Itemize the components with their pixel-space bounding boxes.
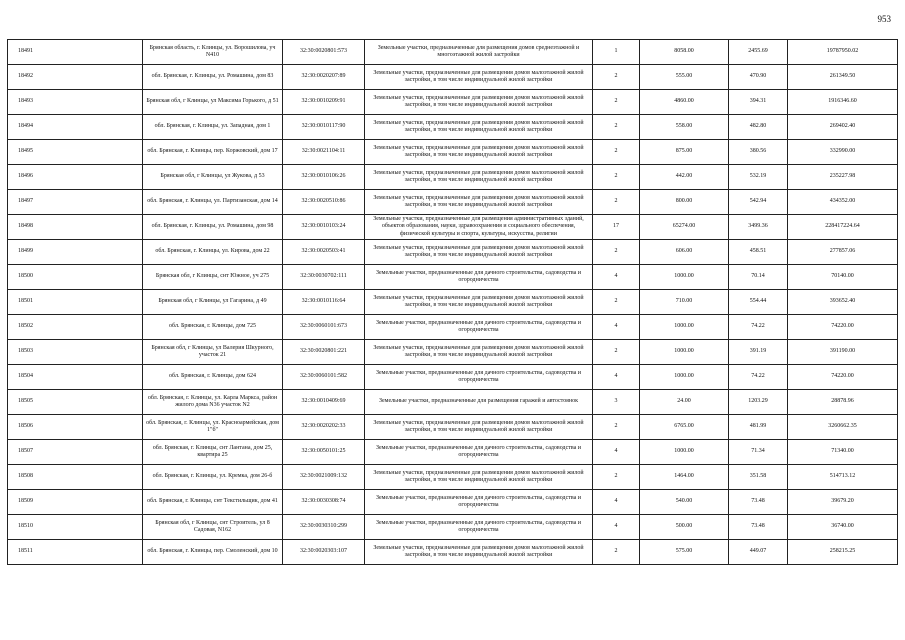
cadastral-number-cell: 32:30:0021104:11 xyxy=(283,140,365,165)
row-number: 18504 xyxy=(8,365,143,390)
specific-value-cell: 71.34 xyxy=(729,440,788,465)
land-use-cell: Земельные участки, предназначенные для размещения домов малоэтажной жилой застройки, в том числе индивидуальной жилой застройки xyxy=(365,290,593,315)
row-number: 18499 xyxy=(8,240,143,265)
cadastral-number-cell: 32:30:0010209:91 xyxy=(283,90,365,115)
address-cell: Брянская обл, г Клинцы, снт Южное, уч 275 xyxy=(143,265,283,290)
area-cell: 875.00 xyxy=(640,140,729,165)
cadastral-value-cell: 514713.12 xyxy=(788,465,898,490)
area-cell: 800.00 xyxy=(640,190,729,215)
address-cell: Брянская обл, г Клинцы, ул Жукова, д 53 xyxy=(143,165,283,190)
group-number-cell: 2 xyxy=(593,140,640,165)
row-number: 18500 xyxy=(8,265,143,290)
specific-value-cell: 2455.69 xyxy=(729,40,788,65)
table-row xyxy=(8,115,898,140)
specific-value-cell: 3499.36 xyxy=(729,215,788,240)
cadastral-value-cell: 70140.00 xyxy=(788,265,898,290)
cadastral-number-cell: 32:30:0020207:89 xyxy=(283,65,365,90)
specific-value-cell: 351.58 xyxy=(729,465,788,490)
cadastral-value-cell: 71340.00 xyxy=(788,440,898,465)
group-number-cell: 2 xyxy=(593,190,640,215)
cadastral-value-cell: 228417224.64 xyxy=(788,215,898,240)
land-use-cell: Земельные участки, предназначенные для размещения гаражей и автостоянок xyxy=(365,390,593,415)
land-use-cell: Земельные участки, предназначенные для дачного строительства, садоводства и огородничества xyxy=(365,265,593,290)
table-row xyxy=(8,365,898,390)
area-cell: 1000.00 xyxy=(640,265,729,290)
table-row xyxy=(8,340,898,365)
table-row xyxy=(8,190,898,215)
area-cell: 606.00 xyxy=(640,240,729,265)
cadastral-number-cell: 32:30:0010106:26 xyxy=(283,165,365,190)
table-row xyxy=(8,540,898,565)
cadastral-value-cell: 393652.40 xyxy=(788,290,898,315)
cadastral-value-cell: 74220.00 xyxy=(788,365,898,390)
address-cell: обл. Брянская, г. Клинцы, снт Лантана, дом 25, квартира 25 xyxy=(143,440,283,465)
table-row xyxy=(8,40,898,65)
cadastral-number-cell: 32:30:0060101:673 xyxy=(283,315,365,340)
land-use-cell: Земельные участки, предназначенные для размещения домов малоэтажной жилой застройки, в том числе индивидуальной жилой застройки xyxy=(365,90,593,115)
specific-value-cell: 481.99 xyxy=(729,415,788,440)
cadastral-value-cell: 74220.00 xyxy=(788,315,898,340)
cadastral-number-cell: 32:30:0020202:33 xyxy=(283,415,365,440)
table-row xyxy=(8,240,898,265)
table-row xyxy=(8,90,898,115)
cadastral-number-cell: 32:30:0030310:299 xyxy=(283,515,365,540)
address-cell: Брянская обл, г Клинцы, ул Валерия Шкурного, участок 21 xyxy=(143,340,283,365)
address-cell: обл. Брянская, г. Клинцы, ул. Ромашина, дом 98 xyxy=(143,215,283,240)
cadastral-value-cell: 39679.20 xyxy=(788,490,898,515)
group-number-cell: 1 xyxy=(593,40,640,65)
cadastral-number-cell: 32:30:0020510:86 xyxy=(283,190,365,215)
land-use-cell: Земельные участки, предназначенные для дачного строительства, садоводства и огородничества xyxy=(365,490,593,515)
row-number: 18511 xyxy=(8,540,143,565)
row-number: 18502 xyxy=(8,315,143,340)
cadastral-number-cell: 32:30:0050101:25 xyxy=(283,440,365,465)
specific-value-cell: 380.56 xyxy=(729,140,788,165)
land-use-cell: Земельные участки, предназначенные для размещения домов малоэтажной жилой застройки, в том числе индивидуальной жилой застройки xyxy=(365,540,593,565)
specific-value-cell: 458.51 xyxy=(729,240,788,265)
table-row xyxy=(8,65,898,90)
table-row xyxy=(8,465,898,490)
area-cell: 575.00 xyxy=(640,540,729,565)
land-use-cell: Земельные участки, предназначенные для дачного строительства, садоводства и огородничества xyxy=(365,315,593,340)
land-use-cell: Земельные участки, предназначенные для размещения домов малоэтажной жилой застройки, в том числе индивидуальной жилой застройки xyxy=(365,165,593,190)
cadastral-number-cell: 32:30:0010117:90 xyxy=(283,115,365,140)
address-cell: обл. Брянская, г. Клинцы, ул. Партизанская, дом 14 xyxy=(143,190,283,215)
cadastral-number-cell: 32:30:0020503:41 xyxy=(283,240,365,265)
address-cell: обл. Брянская, г. Клинцы, пер. Коржовский, дом 17 xyxy=(143,140,283,165)
land-use-cell: Земельные участки, предназначенные для размещения административных зданий, объектов образования, науки, здравоохранения и социального обеспечения, физической культуры и спорта, культуры, искусства, религии xyxy=(365,215,593,240)
address-cell: обл. Брянская, г. Клинцы, ул. Кирова, дом 22 xyxy=(143,240,283,265)
row-number: 18508 xyxy=(8,465,143,490)
cadastral-value-cell: 3260662.35 xyxy=(788,415,898,440)
table-row xyxy=(8,290,898,315)
row-number: 18510 xyxy=(8,515,143,540)
address-cell: обл. Брянская, г. Клинцы, снт Текстильщик, дом 41 xyxy=(143,490,283,515)
table-body xyxy=(8,40,898,565)
row-number: 18497 xyxy=(8,190,143,215)
address-cell: обл. Брянская, г. Клинцы, ул. Карла Маркса, район жилого дома N36 участок N2 xyxy=(143,390,283,415)
land-use-cell: Земельные участки, предназначенные для дачного строительства, садоводства и огородничества xyxy=(365,365,593,390)
row-number: 18507 xyxy=(8,440,143,465)
cadastral-value-cell: 261349.50 xyxy=(788,65,898,90)
address-cell: Брянская область, г. Клинцы, ул. Ворошилова, уч N410 xyxy=(143,40,283,65)
address-cell: обл. Брянская, г. Клинцы, пер. Смоленский, дом 10 xyxy=(143,540,283,565)
table-row xyxy=(8,315,898,340)
cadastral-value-cell: 36740.00 xyxy=(788,515,898,540)
cadastral-number-cell: 32:30:0030308:74 xyxy=(283,490,365,515)
area-cell: 710.00 xyxy=(640,290,729,315)
address-cell: Брянская обл, г Клинцы, снт Строитель, ул 8 Садовая, N162 xyxy=(143,515,283,540)
row-number: 18503 xyxy=(8,340,143,365)
group-number-cell: 3 xyxy=(593,390,640,415)
area-cell: 555.00 xyxy=(640,65,729,90)
cadastral-value-cell: 434352.00 xyxy=(788,190,898,215)
row-number: 18493 xyxy=(8,90,143,115)
group-number-cell: 2 xyxy=(593,65,640,90)
land-use-cell: Земельные участки, предназначенные для дачного строительства, садоводства и огородничества xyxy=(365,440,593,465)
cadastral-value-cell: 19787950.02 xyxy=(788,40,898,65)
group-number-cell: 2 xyxy=(593,415,640,440)
group-number-cell: 2 xyxy=(593,290,640,315)
land-use-cell: Земельные участки, предназначенные для размещения домов малоэтажной жилой застройки, в том числе индивидуальной жилой застройки xyxy=(365,415,593,440)
cadastral-value-cell: 277857.06 xyxy=(788,240,898,265)
area-cell: 1000.00 xyxy=(640,365,729,390)
group-number-cell: 2 xyxy=(593,240,640,265)
specific-value-cell: 74.22 xyxy=(729,365,788,390)
specific-value-cell: 73.48 xyxy=(729,515,788,540)
address-cell: обл. Брянская, г. Клинцы, ул. Кремка, дом 26-б xyxy=(143,465,283,490)
cadastral-number-cell: 32:30:0010103:24 xyxy=(283,215,365,240)
page-number: 953 xyxy=(877,14,891,24)
cadastral-number-cell: 32:30:0060101:582 xyxy=(283,365,365,390)
row-number: 18501 xyxy=(8,290,143,315)
cadastral-number-cell: 32:30:0010116:64 xyxy=(283,290,365,315)
row-number: 18491 xyxy=(8,40,143,65)
cadastral-value-cell: 258215.25 xyxy=(788,540,898,565)
area-cell: 1000.00 xyxy=(640,315,729,340)
table-row xyxy=(8,265,898,290)
row-number: 18505 xyxy=(8,390,143,415)
table-row xyxy=(8,415,898,440)
specific-value-cell: 391.19 xyxy=(729,340,788,365)
specific-value-cell: 449.07 xyxy=(729,540,788,565)
table-row xyxy=(8,390,898,415)
group-number-cell: 4 xyxy=(593,315,640,340)
cadastral-number-cell: 32:30:0020801:221 xyxy=(283,340,365,365)
address-cell: Брянская обл, г Клинцы, ул Максима Горького, д 51 xyxy=(143,90,283,115)
area-cell: 558.00 xyxy=(640,115,729,140)
cadastral-value-cell: 332990.00 xyxy=(788,140,898,165)
specific-value-cell: 532.19 xyxy=(729,165,788,190)
area-cell: 8058.00 xyxy=(640,40,729,65)
specific-value-cell: 70.14 xyxy=(729,265,788,290)
specific-value-cell: 470.90 xyxy=(729,65,788,90)
cadastral-number-cell: 32:30:0020303:107 xyxy=(283,540,365,565)
cadastral-value-cell: 269402.40 xyxy=(788,115,898,140)
table-row xyxy=(8,215,898,240)
address-cell: обл. Брянская, г. Клинцы, дом 624 xyxy=(143,365,283,390)
specific-value-cell: 542.94 xyxy=(729,190,788,215)
cadastral-number-cell: 32:30:0021009:132 xyxy=(283,465,365,490)
table-row xyxy=(8,490,898,515)
land-use-cell: Земельные участки, предназначенные для размещения домов малоэтажной жилой застройки, в том числе индивидуальной жилой застройки xyxy=(365,340,593,365)
area-cell: 6765.00 xyxy=(640,415,729,440)
group-number-cell: 2 xyxy=(593,90,640,115)
land-use-cell: Земельные участки, предназначенные для размещения домов малоэтажной жилой застройки, в том числе индивидуальной жилой застройки xyxy=(365,190,593,215)
area-cell: 65274.00 xyxy=(640,215,729,240)
row-number: 18498 xyxy=(8,215,143,240)
address-cell: Брянская обл, г Клинцы, ул Гагарина, д 49 xyxy=(143,290,283,315)
area-cell: 24.00 xyxy=(640,390,729,415)
cadastral-number-cell: 32:30:0020801:573 xyxy=(283,40,365,65)
address-cell: обл. Брянская, г. Клинцы, ул. Западная, дом 1 xyxy=(143,115,283,140)
table-row xyxy=(8,140,898,165)
address-cell: обл. Брянская, г. Клинцы, ул. Красноармейская, дом 1"б" xyxy=(143,415,283,440)
group-number-cell: 17 xyxy=(593,215,640,240)
group-number-cell: 4 xyxy=(593,265,640,290)
table-row xyxy=(8,165,898,190)
group-number-cell: 2 xyxy=(593,340,640,365)
land-use-cell: Земельные участки, предназначенные для размещения домов малоэтажной жилой застройки, в том числе индивидуальной жилой застройки xyxy=(365,115,593,140)
group-number-cell: 2 xyxy=(593,165,640,190)
specific-value-cell: 1203.29 xyxy=(729,390,788,415)
row-number: 18492 xyxy=(8,65,143,90)
area-cell: 1464.00 xyxy=(640,465,729,490)
row-number: 18495 xyxy=(8,140,143,165)
group-number-cell: 2 xyxy=(593,540,640,565)
specific-value-cell: 73.48 xyxy=(729,490,788,515)
row-number: 18494 xyxy=(8,115,143,140)
area-cell: 1000.00 xyxy=(640,440,729,465)
land-use-cell: Земельные участки, предназначенные для размещения домов малоэтажной жилой застройки, в том числе индивидуальной жилой застройки xyxy=(365,240,593,265)
cadastral-value-table xyxy=(7,39,898,565)
area-cell: 540.00 xyxy=(640,490,729,515)
area-cell: 1000.00 xyxy=(640,340,729,365)
cadastral-number-cell: 32:30:0030702:111 xyxy=(283,265,365,290)
group-number-cell: 4 xyxy=(593,515,640,540)
row-number: 18506 xyxy=(8,415,143,440)
land-use-cell: Земельные участки, предназначенные для дачного строительства, садоводства и огородничества xyxy=(365,515,593,540)
group-number-cell: 4 xyxy=(593,440,640,465)
specific-value-cell: 394.31 xyxy=(729,90,788,115)
group-number-cell: 2 xyxy=(593,465,640,490)
land-use-cell: Земельные участки, предназначенные для размещения домов малоэтажной жилой застройки, в том числе индивидуальной жилой застройки xyxy=(365,65,593,90)
table-row xyxy=(8,440,898,465)
specific-value-cell: 554.44 xyxy=(729,290,788,315)
specific-value-cell: 74.22 xyxy=(729,315,788,340)
row-number: 18509 xyxy=(8,490,143,515)
cadastral-number-cell: 32:30:0010409:69 xyxy=(283,390,365,415)
specific-value-cell: 482.80 xyxy=(729,115,788,140)
group-number-cell: 2 xyxy=(593,115,640,140)
land-use-cell: Земельные участки, предназначенные для размещения домов малоэтажной жилой застройки, в том числе индивидуальной жилой застройки xyxy=(365,140,593,165)
land-use-cell: Земельные участки, предназначенные для размещения домов малоэтажной жилой застройки, в том числе индивидуальной жилой застройки xyxy=(365,465,593,490)
group-number-cell: 4 xyxy=(593,490,640,515)
group-number-cell: 4 xyxy=(593,365,640,390)
cadastral-value-cell: 28878.96 xyxy=(788,390,898,415)
area-cell: 442.00 xyxy=(640,165,729,190)
row-number: 18496 xyxy=(8,165,143,190)
area-cell: 4860.00 xyxy=(640,90,729,115)
area-cell: 500.00 xyxy=(640,515,729,540)
table-row xyxy=(8,515,898,540)
cadastral-value-cell: 391190.00 xyxy=(788,340,898,365)
land-use-cell: Земельные участки, предназначенные для размещения домов среднеэтажной и многоэтажной жилой застройки xyxy=(365,40,593,65)
cadastral-value-cell: 1916346.60 xyxy=(788,90,898,115)
address-cell: обл. Брянская, г. Клинцы, дом 725 xyxy=(143,315,283,340)
cadastral-value-cell: 235227.98 xyxy=(788,165,898,190)
address-cell: обл. Брянская, г. Клинцы, ул. Ромашина, дом 83 xyxy=(143,65,283,90)
